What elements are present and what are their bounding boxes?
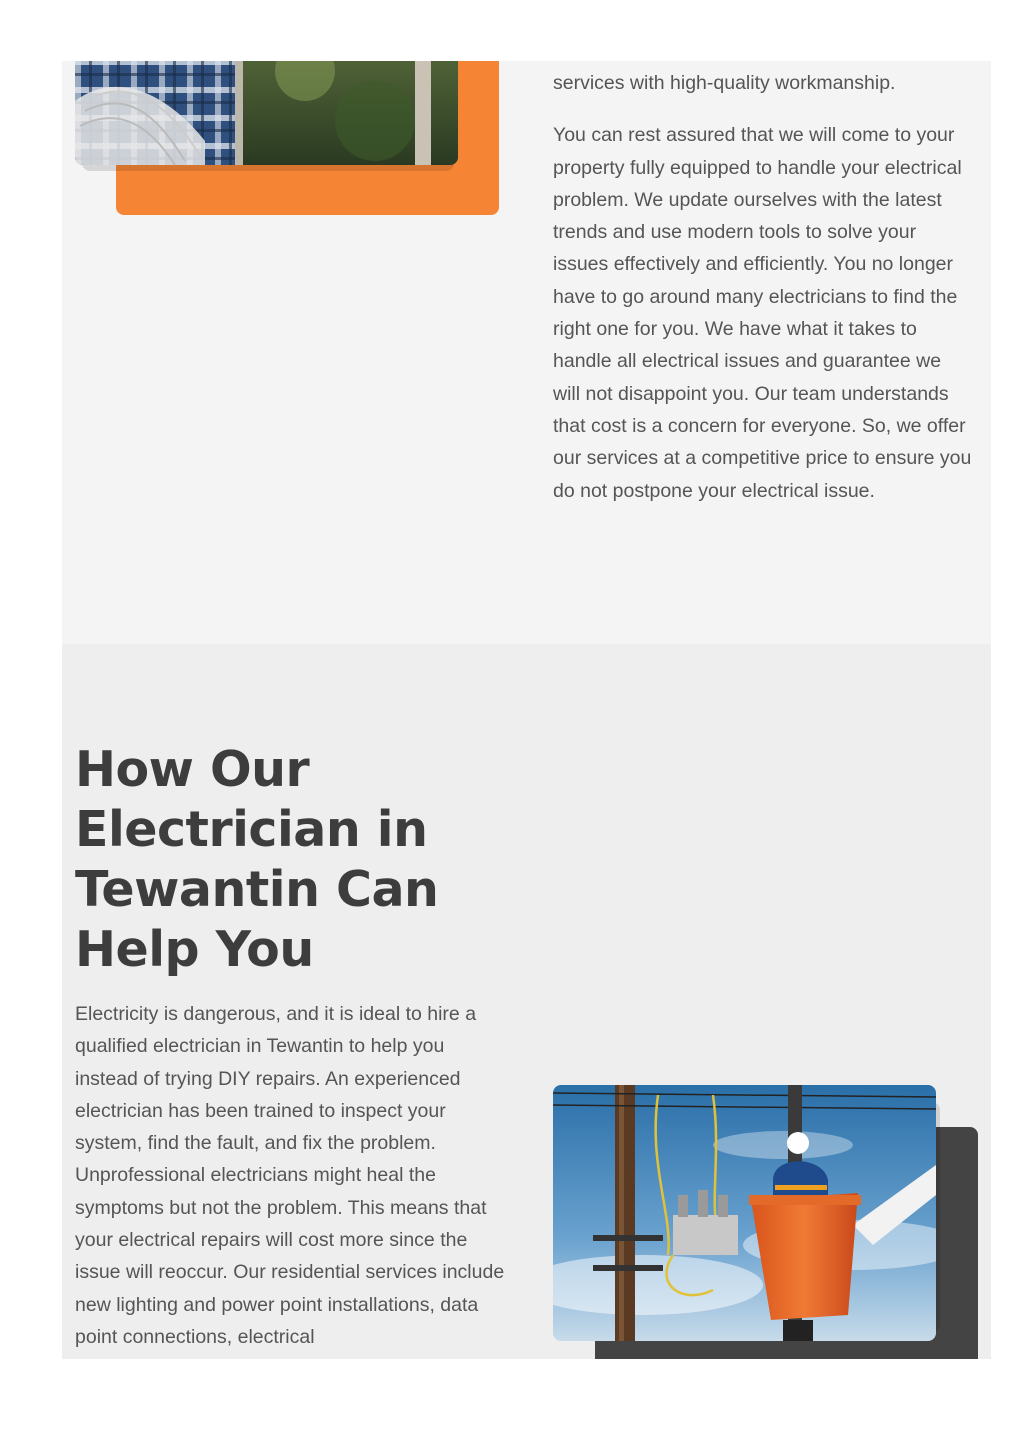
lineman-bucket-photo bbox=[553, 1085, 936, 1341]
help-paragraph: Electricity is dangerous, and it is ideal to hire a qualified electrician in Tewantin to help you instead of trying DIY repairs. An experienced electrician has been trained to inspect your system, find the fault, and fix the problem. Unprofessional electricians might heal the symptoms but not the problem. This means that your electrical repairs will cost more since the issue will reoccur. Our residential services include new lighting and power point installations, data point connections, electrical bbox=[75, 1003, 505, 1348]
intro-text-column bbox=[553, 67, 973, 507]
help-text-column bbox=[75, 998, 505, 1353]
intro-top-line: services with high-quality workmanship. bbox=[553, 72, 896, 94]
intro-section bbox=[62, 61, 991, 644]
page-content bbox=[62, 61, 991, 1359]
intro-paragraph: You can rest assured that we will come to your property fully equipped to handle your electrical problem. We update ourselves with the latest trends and use modern tools to solve your issues effectively and efficiently. You no longer have to go around many electricians to find the right one for you. We have what it takes to handle all electrical issues and guarantee we will not disappoint you. Our team understands that cost is a concern for everyone. So, we offer our services at a competitive price to ensure you do not postpone your electrical issue. bbox=[553, 124, 972, 502]
help-section bbox=[62, 644, 991, 1359]
section-heading: How Our Electrician in Tewantin Can Help You bbox=[75, 741, 439, 978]
electrician-wires-photo bbox=[75, 61, 458, 165]
